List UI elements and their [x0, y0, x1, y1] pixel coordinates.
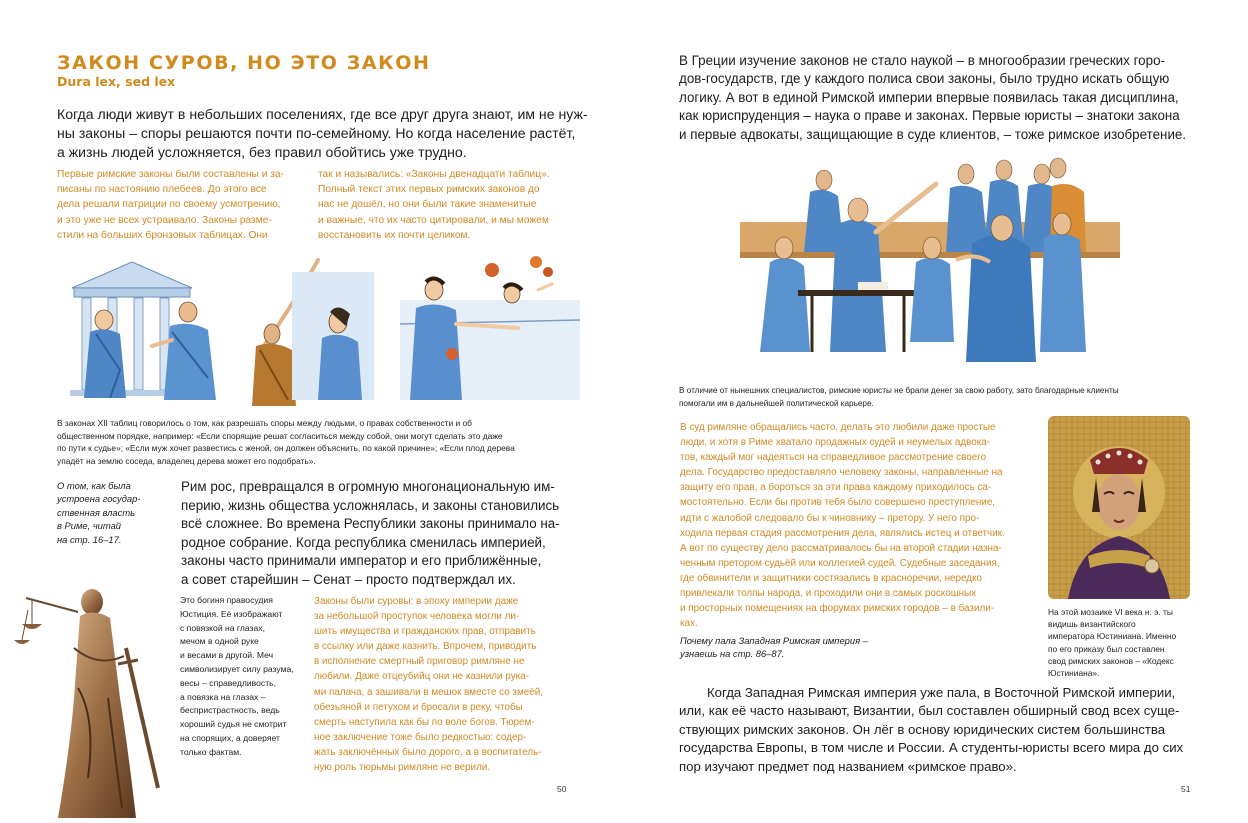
- text-line: Это богиня правосудия: [180, 595, 273, 605]
- text-line: ченным претором судьёй или коллегией судей. Судебные заседания,: [680, 557, 1000, 569]
- twelve-tables-text-col1: [57, 167, 302, 243]
- text-line: с повязкой на глазах,: [180, 622, 265, 633]
- text-line: перию, жизнь общества усложнялась, и законы становились: [181, 497, 560, 513]
- page-subtitle: Dura lex, sed lex: [57, 74, 176, 89]
- text-line: в Риме, читай: [57, 520, 122, 532]
- text-line: защиту его прав, а бороться за эти права каждому приходилось са-: [680, 482, 992, 494]
- twelve-tables-caption: [57, 417, 577, 467]
- text-line: ходила первая стадия рассмотрения дела, являлись истец и ответчик.: [680, 527, 1005, 539]
- text-line: где обвинители и защитники состязались в красноречии, нередко: [680, 572, 982, 584]
- byzantium-paragraph: [679, 684, 1193, 776]
- empire-paragraph: [181, 478, 581, 590]
- text-line: и первые адвокаты, защищающие в суде клиентов, – тоже римское изобретение.: [679, 126, 1187, 142]
- text-line: и это уже не всех устраивало. Законы разме-: [57, 214, 272, 226]
- text-line: на спорящих, а доверяет: [180, 732, 280, 743]
- text-line: Полный текст этих первых римских законов до: [318, 184, 540, 196]
- text-line: На этой мозаике VI века н. э. ты: [1048, 607, 1173, 617]
- text-line: Юстиция. Её изображают: [180, 608, 283, 619]
- text-line: дов-государств, где у каждого полиса свои законы, было трудно искать общую: [679, 71, 1170, 87]
- text-line: дела. Государство предоставляло человеку законы, направленные на: [680, 467, 1003, 479]
- page-title: ЗАКОН СУРОВ, НО ЭТО ЗАКОН: [57, 52, 431, 74]
- roman-jurists-illustration: [740, 152, 1120, 377]
- roman-court-text: [680, 420, 1040, 631]
- twelve-tables-illustration: [60, 250, 580, 410]
- text-line: ми палача, а зашивали в мешок вместе со змеёй,: [314, 686, 543, 698]
- text-line: упадёт на землю соседа, владелец дерева может его подобрать».: [57, 455, 316, 466]
- text-line: жать заключённых было дорого, а в воспитатель-: [314, 746, 542, 758]
- text-line: так и назывались: «Законы двенадцати таблиц».: [318, 169, 550, 180]
- text-line: всё сложнее. Во времена Республики законы принимало на-: [181, 516, 560, 532]
- text-line: узнаешь на стр. 86–87.: [680, 648, 785, 660]
- text-line: писаны по настоянию плебеев. До этого все: [57, 184, 267, 196]
- jurisprudence-paragraph: [679, 52, 1191, 144]
- text-line: логику. А вот в единой Римской империи впервые появилась такая дисциплина,: [679, 89, 1179, 105]
- text-line: а повязка на глазах –: [180, 691, 266, 702]
- text-line: Рим рос, превращался в огромную многонациональную им-: [181, 479, 555, 494]
- text-line: беспристрастность, ведь: [180, 705, 280, 716]
- text-line: хороший судья не смотрит: [180, 719, 287, 730]
- text-line: В суд римляне обращались часто, делать это любили даже простые: [680, 422, 996, 433]
- text-line: видишь византийского: [1048, 619, 1136, 630]
- text-line: любили. Даже отцеубийц они не казнили рука-: [314, 671, 529, 683]
- side-note-government: [57, 479, 167, 546]
- text-line: пор изучают предмет под названием «римское право».: [679, 758, 1017, 774]
- text-line: на стр. 16–17.: [57, 533, 122, 545]
- lead-paragraph: [57, 105, 588, 163]
- text-line: мостоятельно. Если бы против тебя было совершено преступление,: [680, 497, 996, 509]
- text-line: Когда люди живут в небольших поселениях, где все друг друга знают, им не нуж-: [57, 106, 588, 122]
- text-line: ное заключение тоже было редкостью: содер-: [314, 731, 527, 743]
- text-line: смерть наступила как бы по воле богов. Тюрем-: [314, 716, 535, 728]
- text-line: по его приказу был составлен: [1048, 643, 1165, 654]
- text-line: по пути к судье»; «Если муж хочет развестись с женой, он должен объяснить, по какой причине»; «Если плод дерева: [57, 443, 515, 454]
- text-line: государства Европы, в том числе и России. А студенты-юристы всего мира до сих: [679, 740, 1184, 756]
- mosaic-caption: [1048, 606, 1193, 679]
- text-line: символизирует силу разума,: [180, 663, 294, 674]
- text-line: тов, каждый мог надеяться на справедливое рассмотрение своего: [680, 452, 987, 464]
- page-number-left: 50: [557, 784, 567, 794]
- justitia-statue: [18, 578, 168, 823]
- text-line: или, как её часто называют, Византии, был составлен обширный свод всех суще-: [679, 703, 1180, 719]
- text-line: Почему пала Западная Римская империя –: [680, 635, 868, 646]
- text-line: люди, и хотя в Риме хватало продажных судей и неумелых адвока-: [680, 437, 991, 449]
- text-line: шить имущества и гражданских прав, отправить: [314, 626, 536, 638]
- text-line: законы часто принимали император и его приближённые,: [181, 553, 542, 569]
- harsh-laws-text: [314, 594, 579, 775]
- text-line: императора Юстиниана. Именно: [1048, 631, 1177, 642]
- text-line: Первые римские законы были составлены и за-: [57, 169, 284, 180]
- twelve-tables-text-col2: [318, 167, 573, 243]
- text-line: О том, как была: [57, 480, 131, 491]
- text-line: Когда Западная Римская империя уже пала, в Восточной Римской империи,: [707, 685, 1176, 700]
- justinian-mosaic: [1048, 416, 1190, 599]
- text-line: и весами в другой. Меч: [180, 650, 274, 661]
- text-line: В отличие от нынешних специалистов, римские юристы не брали денег за свою работу, зато благодарные клиенты: [679, 386, 1119, 395]
- text-line: А вот по существу дело рассматривалось бы на второй стадии назна-: [680, 542, 1002, 554]
- text-line: обезьяной и петухом и бросали в реку, чтобы: [314, 701, 523, 713]
- text-line: свод римских законов – «Кодекс: [1048, 655, 1174, 666]
- text-line: мечом в одной руке: [180, 636, 259, 647]
- text-line: а жизнь людей усложняется, без правил обойтись уже трудно.: [57, 144, 467, 161]
- text-line: только фактам.: [180, 746, 242, 757]
- text-line: родное собрание. Когда республика сменилась империей,: [181, 534, 546, 550]
- page-number-right: 51: [1181, 784, 1191, 794]
- text-line: помогали им в дальнейшей политической карьере.: [679, 398, 874, 408]
- text-line: за небольшой проступок человека могли ли-: [314, 611, 520, 623]
- justitia-caption: [180, 594, 305, 760]
- text-line: ках.: [680, 618, 698, 630]
- text-line: и важные, что их часто цитировали, и мы можем: [318, 214, 549, 226]
- text-line: весы – справедливость,: [180, 677, 277, 688]
- text-line: Юстиниана».: [1048, 668, 1100, 679]
- text-line: стили на больших бронзовых таблицах. Они: [57, 229, 268, 241]
- listening-woman: [292, 272, 374, 400]
- text-line: ствующих римских законов. Он лёг в основу юридических систем большинства: [679, 721, 1166, 737]
- text-line: и просторных помещениях на форумах римских городов – в базили-: [680, 603, 995, 615]
- text-line: Законы были суровы: в эпоху империи даже: [314, 596, 519, 607]
- text-line: нас не дошёл, но они были такие знаменитые: [318, 199, 537, 211]
- text-line: в исполнение смертный приговор римляне не: [314, 656, 525, 668]
- text-line: дела решали патриции по своему усмотрению,: [57, 199, 281, 211]
- text-line: В законах XII таблиц говорилось о том, как разрешать споры между людьми, о правах собственности и об: [57, 418, 472, 428]
- text-line: идти с жалобой следовало бы к чиновнику – претору. У него про-: [680, 512, 980, 524]
- text-line: общественном порядке, например: «Если спорящие решат согласиться между собой, они могут сделать это даже: [57, 430, 503, 441]
- text-line: ственная власть: [57, 506, 136, 518]
- text-line: а совет старейшин – Сенат – просто подтверждал их.: [181, 571, 516, 587]
- text-line: ны законы – споры решаются почти по-семейному. Но когда население растёт,: [57, 125, 576, 142]
- side-note-fall-of-rome: [680, 634, 940, 661]
- jurists-caption: [679, 385, 1194, 410]
- text-line: устроена государ-: [57, 493, 141, 505]
- fruit-tree-scene: [400, 256, 580, 400]
- text-line: восстановить их почти целиком.: [318, 229, 471, 241]
- text-line: В Греции изучение законов не стало наукой – в многообразии греческих горо-: [679, 53, 1165, 68]
- text-line: ную роль тюрьмы римляне не верили.: [314, 762, 491, 774]
- text-line: в ссылку или даже казнить. Впрочем, приводить: [314, 641, 537, 653]
- text-line: привлекали толпы народа, и проходили они в самых роскошных: [680, 588, 977, 600]
- text-line: как юриспруденция – наука о праве и законах. Первые юристы – знатоки закона: [679, 108, 1180, 124]
